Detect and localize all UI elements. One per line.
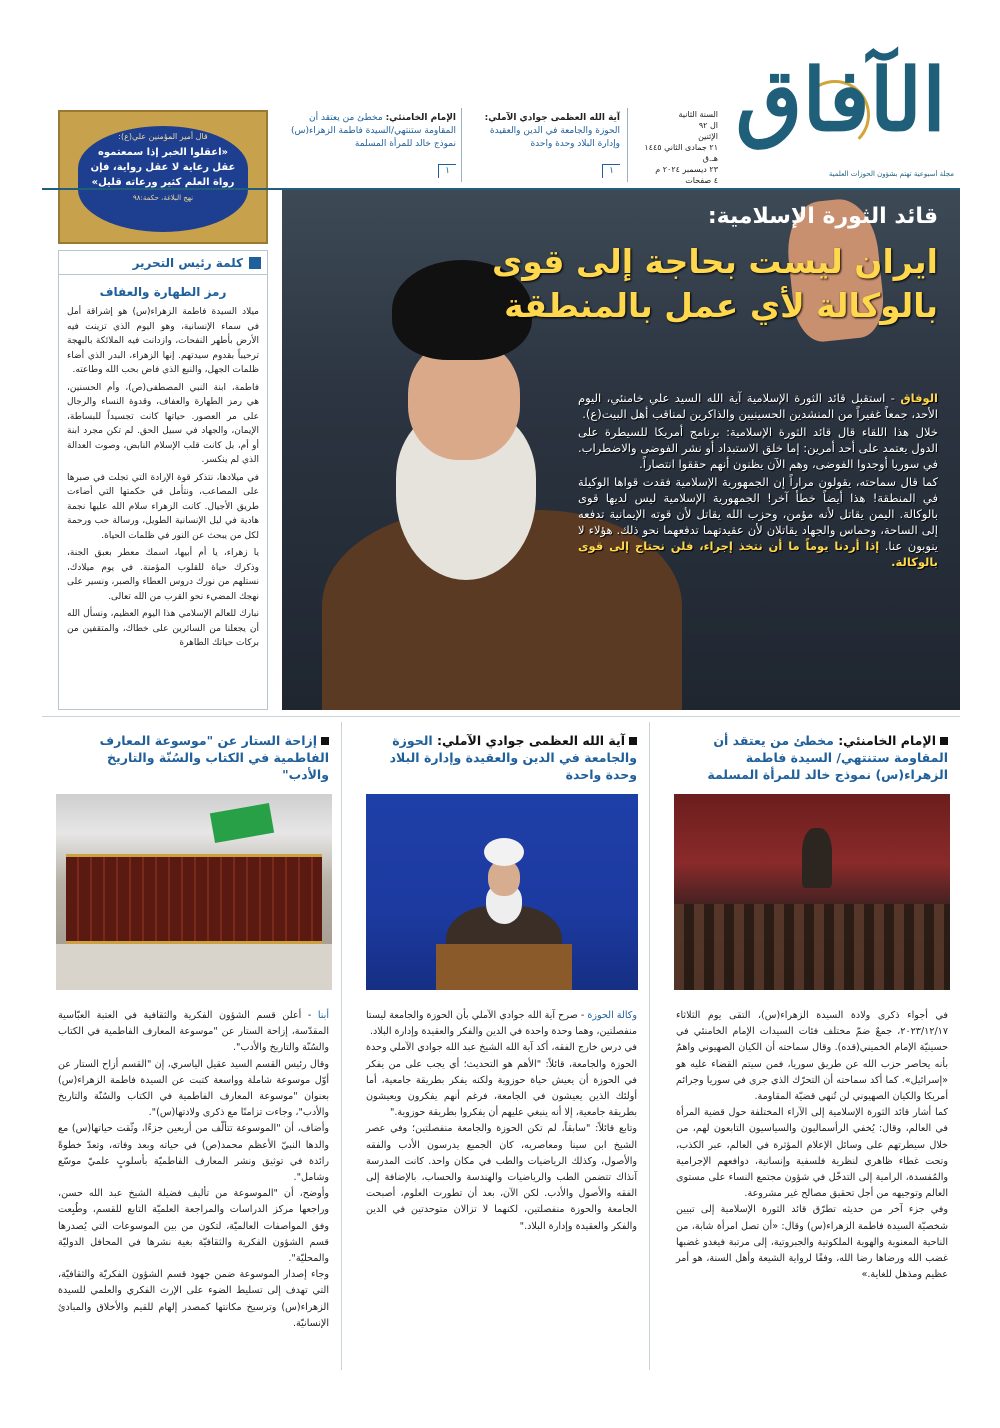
header-teaser[interactable] [276,110,460,180]
editorial-paragraph: يا زهراء، يا أم أبيها، اسمك معطر بعبق الجنة، وذكرك حياة للقلوب المؤمنة. في يوم ميلادك، نستلهم من نورك دروس العطاء والصبر، ونسير على نهجك المضيء نحو القرب من الله تعالى. [67,548,259,602]
photo-table [56,944,332,990]
teaser-lead: الإمام الخامنئي: [385,113,456,123]
article-paragraph: وقال رئيس القسم السيد عقيل الياسري، إن "القسم أزاح الستار عن أوّل موسوعة شاملة وواسعة كتبت عن السيدة فاطمة الزهراء(س) بعنوان "موسوعة المعارف الفاطمية في الكتاب والسُنّة والتاريخ والأدب"، وجاءت تزامنًا مع ذكرى ولادتها(س)". [58,1058,329,1119]
header-separator [627,108,628,182]
header-teaser[interactable] [464,110,624,180]
article-title: إزاحة الستار عن "موسوعة المعارف الفاطمية في الكتاب والسُنّة والتاريخ والأدب" [99,733,329,782]
editorial-paragraph: فاطمة، ابنة النبي المصطفى(ص)، وأم الحسنين، هي رمز الطهارة والعفاف، وقدوة النساء والرجال على مر العصور. حياتها كانت تجسيداً للبساطة، الإيمان، والجهاد في سبيل الحق. لم تكن مجرد ابنة أو أم، بل كانت قلب الإسلام النابض، وصوت العدالة الذي لم ينكسر. [67,382,259,465]
hero-kicker: قائد الثورة الإسلامية: [707,204,938,229]
article-paragraph: وكالة الحوزة - صرح آية الله جوادي الآملي بأن الحوزة والجامعة ليستا منفصلتين، وهما وحدة واحدة في الدين والفكر والعقيدة وإدارة البلاد. [366,1010,637,1038]
article-paragraph: في أجواء ذكرى ولادة السيدة الزهراء(س)، التقى يوم الثلاثاء ٢٠٢٣/١٢/١٧، جمعٌ ضمّ مختلف فئات السيدات الإمام الخامنئي في حسينيّة الإمام الخميني(قده). وقال سماحته أن الكيان الصهيوني واهمٌ بأنه يحاصر حزب الله عن طريق سوريا، فمن سيتم القضاء عليه هو «إسرائيل». كما أكد سماحته أن التحرّك الذي جرى في سوريا وجرائم أمريكا والكيان الصهيوني لن تُنهي قضيّة المقاومة. [676,1010,948,1103]
teaser-text: الحوزة والجامعة في الدين والعقيدة وإدارة البلاد وحدة واحدة [489,126,620,149]
editorial-column [58,250,268,710]
issue-info [632,109,718,185]
hero-paragraph: الوفاق - استقبل قائد الثورة الإسلامية آية الله السيد علي خامنئي، اليوم الأحد، جمعاً غفيراً من المنشدين الحسينيين والذاكرين لمناقب أهل البيت(ع). [578,391,938,421]
editorial-header [59,251,267,275]
hero-title: ايران ليست بحاجة إلى قوى بالوكالة لأي عمل بالمنطقة [491,242,938,325]
article-paragraph: وأضاف، أن "الموسوعة تتألّف من أربعين جزءًا، وثّقت حياتها(س) مع والدها النبيّ الأعظم محمد(ص) في حياته وبعد وفاته، وتعدّ خطوةً رائدة في توثيق ونشر المعارف الفاطميّة بأسلوبٍ علميّ موسّع وشامل". [58,1123,329,1184]
page-number: ١ [438,164,456,178]
article-photo-crowd [674,794,950,990]
article-paragraph: وتابع قائلاً: "سابقاً، لم تكن الحوزة والجامعة منفصلتين؛ وفي عصر الشيخ ابن سينا ومعاصريه، كان الجميع يدرسون الأدب والفقه والأصول، وكذلك الرياضيات والطب في مكان واحد. كانت المدرسة آنذاك تتضمن الطب والرياضيات والهندسة والحساب، بالإضافة إلى الفقه والأصول والأدب. لكن الآن، بعد أن تطورت العلوم، أصبحت الجامعة والحوزة منفصلتين، لكنهما لا تزالان متوحدتين في الدين والفكر والعقيدة وإدارة البلاد." [366,1123,637,1232]
logo: الآفاق [735,50,946,151]
issue-line: ال ٩٢ [698,121,718,130]
article-paragraph: وأوضح، أن "الموسوعة من تأليف فضيلة الشيخ عبد الله حسن، وراجعها مركز الدراسات والمراجعة العلميّة التابع للقسم، وطُبِعت وفق المواصفات العالميّة، لتكون من بين الموسوعات التي يُصدرها قسم الشؤون الفكرية والثقافيّة بغية نشرها في المحافل الدوليّة والمحليّة". [58,1188,329,1265]
editorial-paragraph: في ميلادها، نتذكر قوة الإرادة التي تجلت في صبرها على المصاعب، ونتأمل في حكمتها التي أضاءت طريق الأجيال. كانت الزهراء سلام الله عليها نجمة هادية في ليل الإنسانية الطويل، ورسالة حب ورحمة لكل من يبحث عن النور في ظلمات الحياة. [67,472,259,541]
bullet-square-icon [940,737,948,745]
editorial-paragraph: ميلاد السيدة فاطمة الزهراء(س) هو إشراقة أمل في سماء الإنسانية، وهو اليوم الذي تزينت فيه الأرض بأطهر النفحات، وازدانت فيه الملائكة بالبهجة ترحيباً بقدوم سيدتهم. إنها الزهراء، البدر الذي أضاء ظلمات الجهل، والنبع الذي فاض بحب الله وطاعته. [67,307,259,375]
photo-desk [436,944,572,990]
article-paragraph: كما أشار قائد الثورة الإسلامية إلى الآراء المختلفة حول قضية المرأة في العالم، وقال: يُخفي الرأسماليون والسياسيون التابعون لهم، من خلال سيطرتهم على وسائل الإعلام المؤثرة في العالم، عبر الكذب، وتحت غطاء ظاهري لنظرية فلسفية وإنسانية، دوافعهم الإجرامية والمُفسدة، الرامية إلى التدخّل في شؤون مجتمع النساء على مستوى العالم وتوجيهه من أجل تحقيق مصالح غير مشروعة. [676,1107,948,1200]
quote-title: قال أمير المؤمنين علي(ع): [118,132,208,141]
photo-figure [802,828,832,888]
editorial-label: كلمة رئيس التحرير [132,255,243,270]
issue-line: ٢٣ ديسمبر ٢٠٢٤ م [655,165,718,174]
bullet-square-icon [629,737,637,745]
editorial-body [59,305,267,651]
article-title: الإمام الخامنئي: مخطئ من يعتقد أن المقاومة ستنتهي/ السيدة فاطمة الزهراء(س) نموذج خالد للمرأة المسلمة [707,733,948,782]
article-body [46,990,341,1332]
quote-source: نهج البلاغة، حكمة:٩٨ [132,194,194,202]
photo-book-set [66,854,322,944]
article-body [354,990,649,1235]
hero-story[interactable] [282,190,960,710]
issue-line: السنة الثانية [678,110,718,119]
teaser-text: مخطئ من يعتقد أن المقاومة ستنتهي/السيدة فاطمة الزهراء(س) نموذج خالد للمرأة المسلمة [290,113,456,149]
quote-medallion [78,126,248,232]
article-paragraph: وفي جزء آخر من حديثه تطرّق قائد الثورة الإسلامية إلى تبيين شخصيّة السيدة فاطمة الزهراء(س) وقال: «أن تصل امرأة شابة، من الناحية المعنوية والهوية الملكوتية والجبروتية، إلى مرتبة فيغدو غضبها غضب الله ورضاها رضا الله، وفقًا لرواية الشيعة وأهل السنة، هو أمر عظيم ومذهل للغاية.» [676,1204,948,1281]
page-number: ١ [602,164,620,178]
columns-rule [42,716,960,717]
issue-line: ٢١ جمادى الثاني ١٤٤٥ هـ.ق [644,143,718,163]
quote-box [58,110,268,244]
hero-paragraph: خلال هذا اللقاء قال قائد الثورة الإسلامية: برنامج أمريكا للسيطرة على الدول يعتمد على أحد أمرين: إما خلق الاستبداد أو نشر الفوضى والاضطراب. في سوريا أوجدوا الفوضى، وهم الآن يظنون أنهم حققوا انتصاراً. [578,425,938,471]
article-column[interactable] [664,722,960,1370]
article-paragraph: وجاء إصدار الموسوعة ضمن جهود قسم الشؤون الفكريّة والثقافيّة، التي تهدف إلى تسليط الضوء على الإرث الفكري والعلمي للسيدة الزهراء(س) وترسيخ مكانتها كمصدر إلهام للقيم والأخلاق والمبادئ الإنسانيّة. [58,1269,329,1329]
header-separator [461,108,462,182]
photo-turban [484,838,524,866]
article-source: وكالة الحوزة [587,1010,637,1021]
issue-line: الإثنين [698,132,718,141]
article-paragraph: أبنا - أعلن قسم الشؤون الفكرية والثقافية في العتبة العبّاسية المقدّسة، إزاحة الستار عن "موسوعة المعارف الفاطمية في الكتاب والسُنّة والتاريخ والأدب". [58,1010,329,1054]
article-photo-books [56,794,332,990]
bullet-square-icon [321,737,329,745]
quote-text: «اعقلوا الخبر إذا سمعتموه عقل رعاية لا عقل رواية، فإن رواة العلم كثير ورعاته قليل» [90,147,236,188]
article-paragraph: في درس خارج الفقه، أكد آية الله الشيخ عبد الله جوادي الآملي وحدة الحوزة والجامعة، قائلاً: "الأهم هو التحديث؛ أي يجب على من يفكر في الحوزة أن يعيش حياة حوزوية ولكنه يفكر بطريقة جامعية، أما أولئك الذين يعيشون في الجامعة، فرغم أنهم يفكرون ويعيشون بطريقة جامعية، إلا أنه ينبغي عليهم أن يفكروا بطريقة حوزوية." [366,1042,637,1119]
article-title: آية الله العظمى جوادي الآملي: الحوزة والجامعة في الدين والعقيدة وإدارة البلاد وحدة واحدة [389,733,637,782]
issue-line: ٤ صفحات [685,176,718,185]
article-source: أبنا [317,1010,329,1021]
masthead [720,40,960,190]
hero-body [578,390,938,572]
logo-tagline: مجلة أسبوعية تهتم بشؤون الحوزات العلمية [828,170,954,178]
photo-crowd [674,904,950,990]
article-column[interactable] [354,722,650,1370]
teaser-lead: آية الله العظمى جوادي الآملي: [484,113,620,123]
article-column[interactable] [46,722,342,1370]
editorial-paragraph: نبارك للعالم الإسلامي هذا اليوم العظيم، ونسأل الله أن يجعلنا من السائرين على خطاك، والمتقفين من بركات حياتك الطاهرة [67,609,259,648]
editorial-square-icon [249,257,261,269]
editorial-title: رمز الطهارة والعفاف [99,285,227,299]
article-body [664,990,960,1283]
hero-source: الوفاق [900,391,938,405]
photo-flag [209,803,273,843]
article-photo-scholar [366,794,638,990]
hero-paragraph: كما قال سماحته، يقولون مراراً إن الجمهورية الإسلامية فقدت قواها الوكيلة في المنطقة! هذا أيضاً خطأ آخر! الجمهورية الإسلامية ليس لديها قوى بالوكالة. اليمن يقاتل لأنه مؤمن، وحزب الله يقاتل لأن قوته الإيمانية تدفعه إلى الساحة، وحماس والجهاد يقاتلان لأن عقيدتهما تدفعهما نحو ذلك. هؤلاء لا ينوبون عنا. إذا أردنا يوماً ما أن نتخذ إجراء، فلن نحتاج إلى قوى بالوكالة. [578,475,938,569]
